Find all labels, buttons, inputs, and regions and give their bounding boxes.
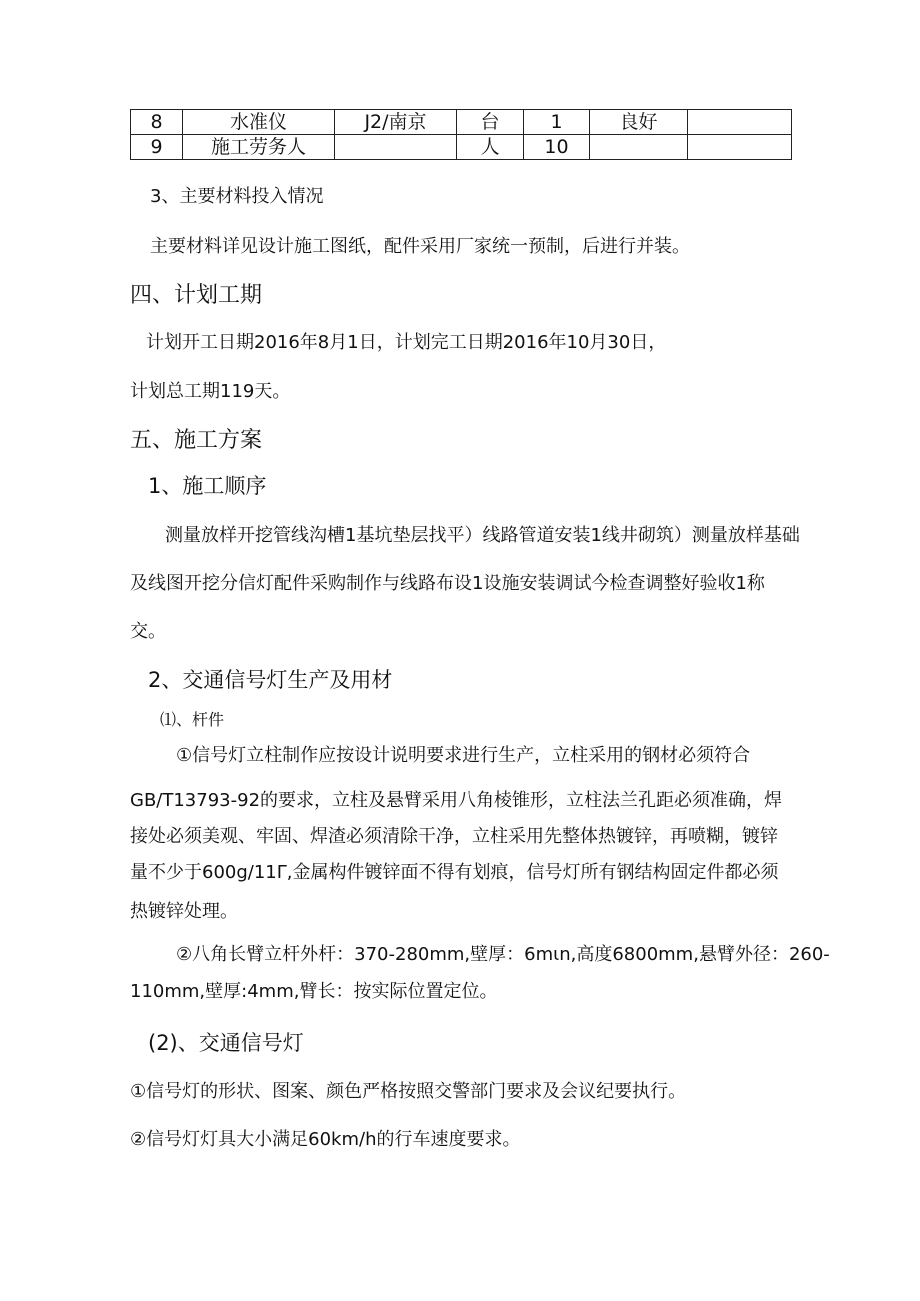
cell-condition: 良好 [590, 110, 688, 135]
sub1-heading: 1、施工顺序 [148, 474, 267, 498]
cell-no: 8 [131, 110, 183, 135]
table-row [131, 110, 792, 135]
cell-model: J2/南京 [335, 110, 457, 135]
item1-para1-line: 量不少于600g/11Γ,金属构件镀锌面不得有划痕，信号灯所有钢结构固定件都必须 [130, 862, 779, 883]
sub1-line: 及线图开挖分信灯配件采购制作与线路布设1设施安装调试今检查调整好验收1称 [130, 573, 765, 594]
item2-line2: ②信号灯灯具大小满足60km∕h的行车速度要求。 [130, 1129, 521, 1150]
sub1-line: 交。 [130, 621, 166, 642]
item2-line1: ①信号灯的形状、图案、颜色严格按照交警部门要求及会议纪要执行。 [130, 1081, 687, 1102]
cell-qty: 10 [524, 135, 590, 160]
cell-remark [688, 135, 792, 160]
cell-unit: 台 [457, 110, 524, 135]
item1-heading: ⑴、杆件 [160, 710, 225, 729]
sub1-line: 测量放样开挖管线沟槽1基坑垫层找平）线路管道安装1线井砌筑）测量放样基础 [165, 525, 800, 546]
cell-name: 施工劳务人 [183, 135, 335, 160]
cell-no: 9 [131, 135, 183, 160]
cell-unit: 人 [457, 135, 524, 160]
item1-para1-line: 接处必须美观、牢固、焊渣必须清除干净，立柱采用先整体热镀锌，再喷糊，镀锌 [130, 826, 778, 847]
cell-remark [688, 110, 792, 135]
cell-model [335, 135, 457, 160]
section5-heading: 五、施工方案 [130, 428, 263, 453]
section4-heading: 四、计划工期 [130, 283, 263, 308]
section3-text: 主要材料详见设计施工图纸，配件采用厂家统一预制，后进行并装。 [150, 236, 690, 257]
cell-name: 水准仪 [183, 110, 335, 135]
section4-line2: 计划总工期119天。 [130, 381, 291, 402]
item1-para1-line: GB/T13793-92的要求，立柱及悬臂采用八角棱锥形，立柱法兰孔距必须准确，焊 [130, 790, 783, 811]
cell-condition [590, 135, 688, 160]
section4-line1: 计划开工日期2016年8月1日，计划完工日期2016年10月30日， [146, 332, 667, 353]
section3-heading: 3、主要材料投入情况 [150, 186, 324, 207]
table-row [131, 135, 792, 160]
sub2-heading: 2、交通信号灯生产及用材 [148, 668, 393, 692]
item1-para2-line: 110mm,壁厚:4mm,臂长：按实际位置定位。 [130, 981, 498, 1002]
cell-qty: 1 [524, 110, 590, 135]
item1-para1-line: ①信号灯立柱制作应按设计说明要求进行生产，立柱采用的钢材必须符合 [176, 745, 751, 766]
item2-heading: (2)、交通信号灯 [148, 1031, 304, 1055]
item1-para2-line: ②八角长臂立杆外杆：370-280mm,壁厚：6mιn,高度6800mm,悬臂外径：260- [176, 944, 830, 965]
item1-para1-line: 热镀锌处理。 [130, 901, 238, 922]
equipment-table [130, 109, 792, 160]
